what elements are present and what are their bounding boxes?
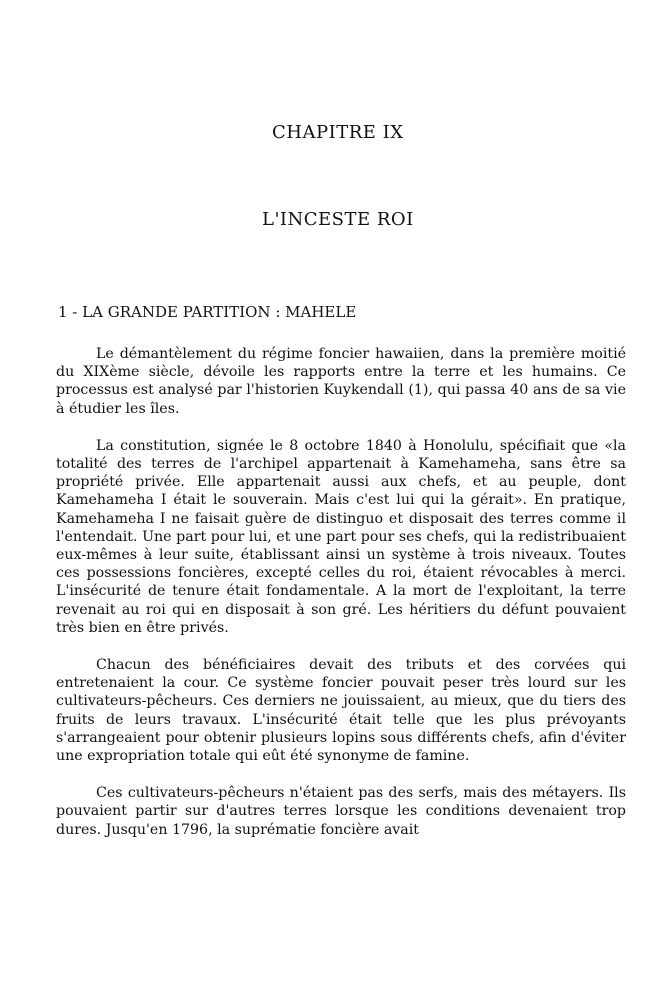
paragraph: Chacun des bénéficiaires devait des tributs et des corvées qui entretenaient la cour. Ce système foncier pouvait peser très lourd sur les cultivateurs-pêcheurs. Ces derniers ne jouissaient, au mieux, que du tiers des fruits de leurs travaux. L'insécurité était telle que les plus prévoyants s'arrangeaient pour obtenir plusieurs lopins sous différents chefs, afin d'éviter une expropriation totale qui eût été synonyme de famine. [56, 657, 626, 765]
paragraph: Le démantèlement du régime foncier hawaiien, dans la première moitié du XIXème siècle, dévoile les rapports entre la terre et les humains. Ce processus est analysé par l'historien Kuykendall (1), qui passa 40 ans de sa vie à étudier les îles. [56, 346, 626, 417]
body-text [56, 345, 626, 858]
section-heading: 1 - LA GRANDE PARTITION : MAHELE [58, 303, 357, 321]
chapter-number: CHAPITRE IX [272, 122, 404, 143]
chapter-title: L'INCESTE ROI [262, 209, 414, 230]
paragraph: Ces cultivateurs-pêcheurs n'étaient pas des serfs, mais des métayers. Ils pouvaient partir sur d'autres terres lorsque les conditions devenaient trop dures. Jusqu'en 1796, la suprématie foncière avait [56, 785, 626, 838]
paragraph: La constitution, signée le 8 octobre 1840 à Honolulu, spécifiait que «la totalité des terres de l'archipel appartenait à Kamehameha, sans être sa propriété privée. Elle appartenait aussi aux chefs, et au peuple, dont Kamehameha I était le souverain. Mais c'est lui qui la gérait». En pratique, Kamehameha I ne faisait guère de distinguo et disposait des terres comme il l'entendait. Une part pour lui, et une part pour ses chefs, qui la redistribuaient eux-mêmes à leur suite, établissant ainsi un système à trois niveaux. Toutes ces possessions foncières, excepté celles du roi, étaient révocables à merci. L'insécurité de tenure était fondamentale. A la mort de l'exploitant, la terre revenait au roi qui en disposait à son gré. Les héritiers du défunt pouvaient très bien en être privés. [56, 437, 626, 636]
